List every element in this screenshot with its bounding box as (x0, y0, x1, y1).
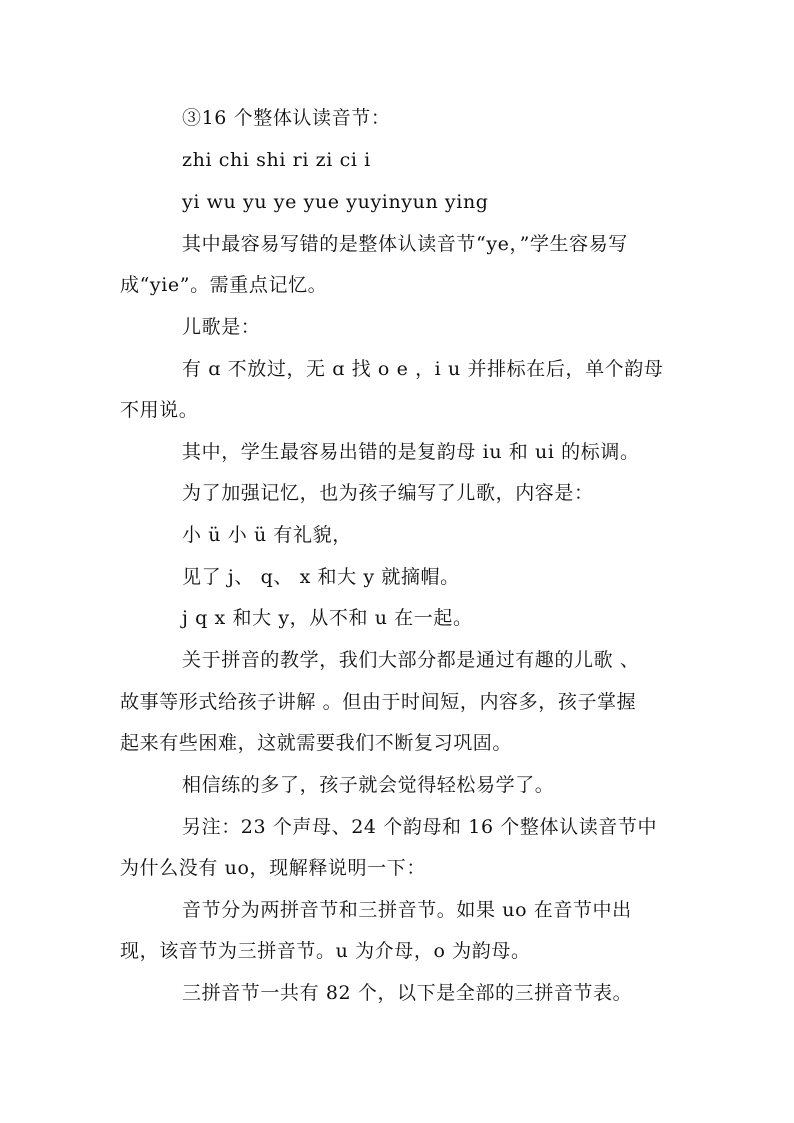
pinyin-line-2: yi wu yu ye yue yuyinyun ying (182, 191, 489, 213)
paragraph-line: 相信练的多了，孩子就会觉得轻松易学了。 (182, 774, 555, 796)
paragraph-line: 成“yie”。需重点记忆。 (120, 274, 328, 296)
paragraph-line: 故事等形式给孩子讲解 。但由于时间短，内容多，孩子掌握 (120, 691, 637, 713)
paragraph-line: 另注：23 个声母、24 个韵母和 16 个整体认读音节中 (182, 816, 658, 838)
paragraph-line: 三拼音节一共有 82 个，以下是全部的三拼音节表。 (182, 982, 633, 1004)
rhyme-line: j q x 和大 y，从不和 u 在一起。 (182, 607, 473, 629)
paragraph-line: 为了加强记忆，也为孩子编写了儿歌，内容是： (182, 482, 594, 504)
paragraph-line: 关于拼音的教学，我们大部分都是通过有趣的儿歌 、 (182, 649, 640, 671)
paragraph-line: 音节分为两拼音节和三拼音节。如果 uo 在音节中出 (182, 899, 632, 921)
paragraph-line: 儿歌是： (182, 316, 261, 338)
paragraph-line: 现，该音节为三拼音节。u 为介母，o 为韵母。 (120, 940, 531, 962)
rhyme-line: 有 ɑ 不放过，无 ɑ 找 o e ，i u 并排标在后，单个韵母 (182, 358, 664, 380)
section-heading: ③16 个整体认读音节： (182, 107, 391, 129)
rhyme-line: 不用说。 (120, 399, 199, 421)
rhyme-line: 见了 j、 q、 x 和大 y 就摘帽。 (182, 566, 460, 588)
paragraph-line: 其中，学生最容易出错的是复韵母 iu 和 ui 的标调。 (182, 441, 640, 463)
pinyin-line-1: zhi chi shi ri zi ci i (182, 149, 371, 171)
paragraph-line: 为什么没有 uo，现解释说明一下： (120, 857, 426, 879)
paragraph-line: 其中最容易写错的是整体认读音节“ye，”学生容易写 (182, 233, 628, 255)
rhyme-line: 小 ü 小 ü 有礼貌， (182, 524, 352, 546)
paragraph-line: 起来有些困难，这就需要我们不断复习巩固。 (120, 732, 513, 754)
